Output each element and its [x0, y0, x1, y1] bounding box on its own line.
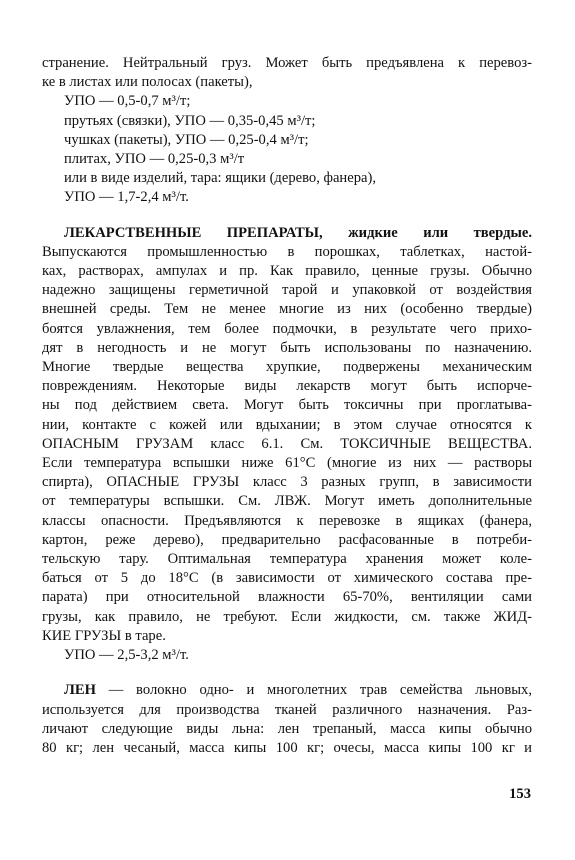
text-line: КИЕ ГРУЗЫ в таре. — [42, 627, 166, 644]
text-line: ке в листах или полосах (пакеты), — [42, 74, 253, 91]
text-line: тельскую тару. Оптимальная температура хранения может коле- — [42, 551, 532, 568]
text-line: парата) при относительной влажности 65-70%, вентиляции сами — [42, 589, 532, 606]
text-line: дят в негодность и не могут быть использованы по назначению. — [42, 339, 532, 356]
text-line: УПО — 0,5-0,7 м³/т; — [64, 93, 191, 110]
text-line: нии, контакте с кожей или вдыхании; в этом случае относятся к — [42, 416, 532, 433]
text-line: странение. Нейтральный груз. Может быть предъявлена к перевоз- — [42, 55, 532, 71]
text-line: повреждениям. Некоторые виды лекарств могут быть испорче- — [42, 378, 532, 395]
text-line: надежно защищены герметичной тарой и упаковкой от воздействия — [42, 282, 532, 299]
text-line: внешней среды. Тем не менее многие из них (особенно твердые) — [42, 301, 532, 318]
text-line: личают следующие виды льна: лен трепаный, масса кипы обычно — [42, 720, 532, 737]
text-line: ны под действием света. Могут быть токсичны при проглатыва- — [42, 397, 532, 414]
text-line: Выпускаются промышленностью в порошках, таблетках, настой- — [42, 243, 532, 260]
text-line: ках, растворах, ампулах и пр. Как правило, ценные грузы. Обычно — [42, 263, 532, 280]
entry-definition: — волокно одно- и многолетних трав семейства льновых, — [95, 682, 532, 699]
page-text — [42, 54, 532, 758]
page-number: 153 — [509, 786, 531, 802]
text-line: баться от 5 до 18°С (в зависимости от химического состава пре- — [42, 570, 532, 587]
text-line: или в виде изделий, тара: ящики (дерево, фанера), — [64, 170, 376, 187]
text-line: УПО — 1,7-2,4 м³/т. — [64, 189, 189, 206]
text-line: 80 кг; лен чесаный, масса кипы 100 кг; очесы, масса кипы 100 кг и — [42, 739, 532, 756]
text-line: от температуры вспышки. См. ЛВЖ. Могут иметь дополнительные — [42, 493, 532, 510]
text-line: спирта), ОПАСНЫЕ ГРУЗЫ класс 3 разных групп, в зависимости — [42, 474, 532, 491]
text-line: чушках (пакеты), УПО — 0,25-0,4 м³/т; — [64, 131, 309, 148]
text-line: используется для производства тканей различного назначения. Раз- — [42, 701, 532, 718]
text-line: Если температура вспышки ниже 61°С (многие из них — растворы — [42, 455, 532, 472]
text-line: Многие твердые вещества хрупкие, подвержены механическим — [42, 359, 532, 376]
entry-qualifier: жидкие или твердые. — [322, 224, 532, 241]
text-line: плитах, УПО — 0,25-0,3 м³/т — [64, 151, 245, 168]
text-line: боятся увлажнения, тем более подмочки, в результате чего прихо- — [42, 320, 532, 337]
entry-heading-line — [42, 681, 532, 700]
entry-heading-line — [42, 224, 532, 243]
text-line: ОПАСНЫМ ГРУЗАМ класс 6.1. См. ТОКСИЧНЫЕ ВЕЩЕСТВА. — [42, 435, 532, 452]
entry-term: ЛЕКАРСТВЕННЫЕ ПРЕПАРАТЫ, — [64, 224, 323, 241]
entry-term: ЛЕН — [64, 682, 96, 699]
text-line: грузы, как правило, не требуют. Если жидкости, см. также ЖИД- — [42, 608, 532, 625]
text-line: прутьях (связки), УПО — 0,35-0,45 м³/т; — [64, 112, 316, 129]
text-line: картон, реже дерево), предварительно расфасованные в потреби- — [42, 531, 532, 548]
text-line: УПО — 2,5-3,2 м³/т. — [64, 647, 189, 664]
text-line: классы опасности. Предъявляются к перевозке в ящиках (фанера, — [42, 512, 532, 529]
